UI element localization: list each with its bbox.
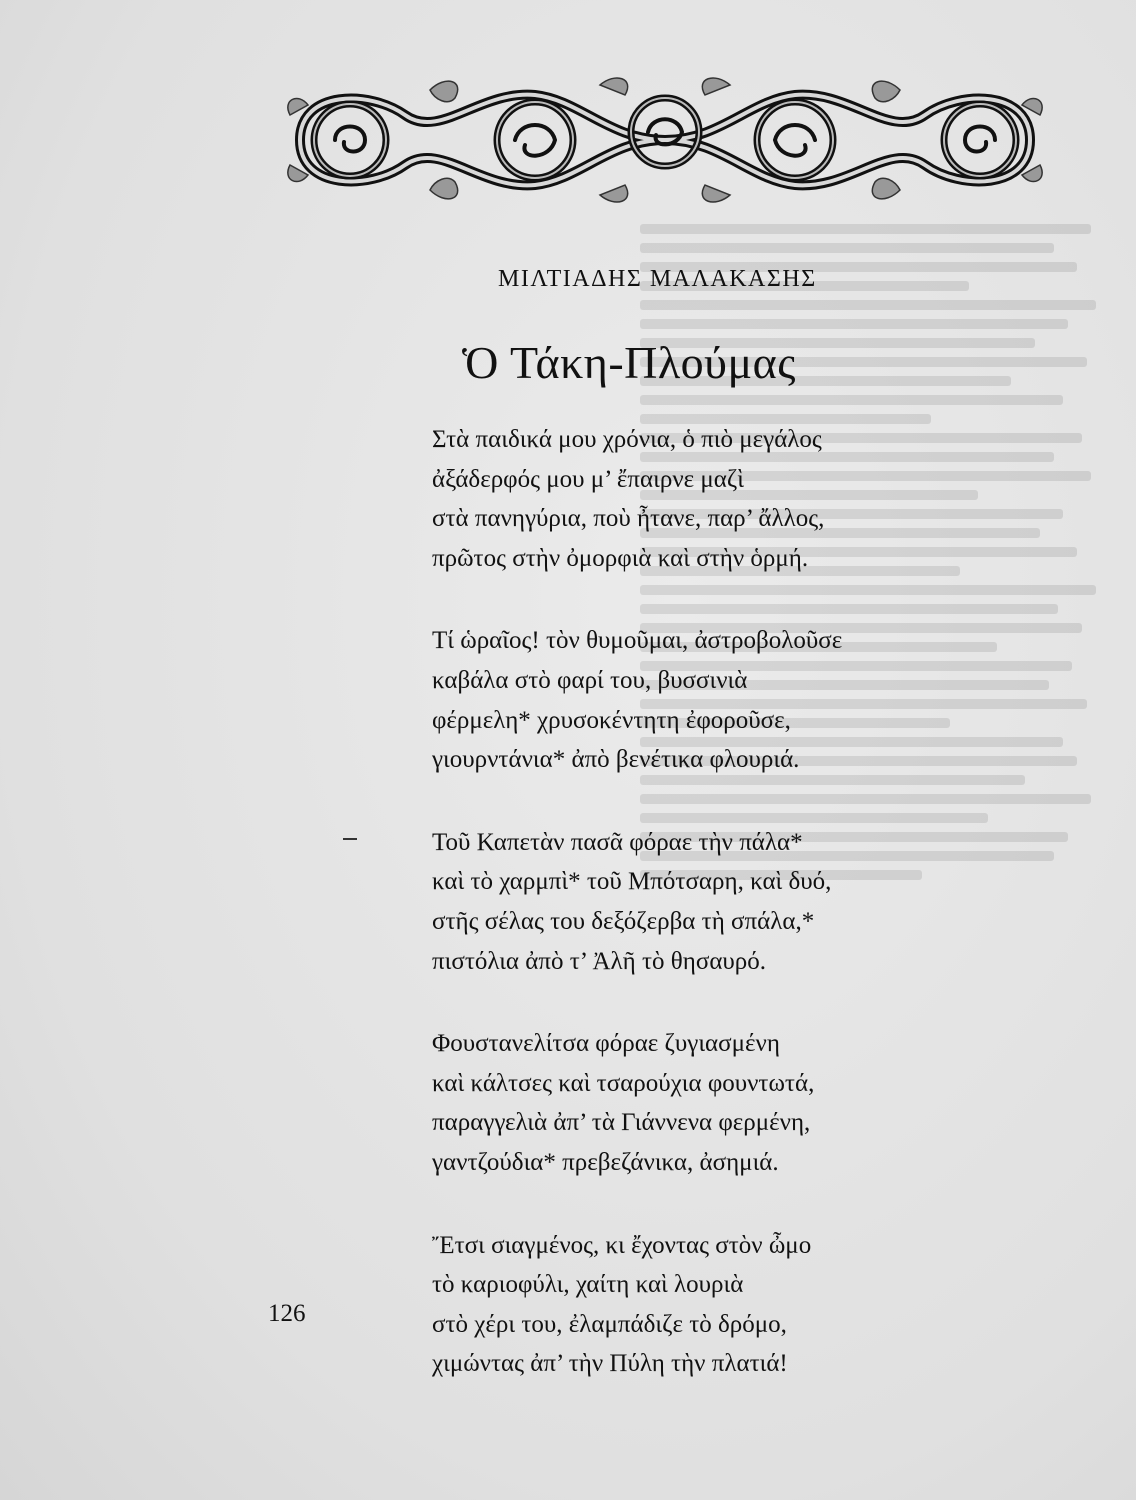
stanza [432,621,1052,779]
margin-mark [343,838,357,840]
poem-line: καὶ τὸ χαρμπὶ* τοῦ Μπότσαρη, καὶ δυό, [432,868,832,896]
poem-line: τὸ καριοφύλι, χαίτη καὶ λουριὰ [432,1271,744,1299]
poem-line: γαντζούδια* πρεβεζάνικα, ἀσημιά. [432,1148,779,1176]
poem-line: Τοῦ Καπετὰν πασᾶ φόραε τὴν πάλα* [432,828,803,856]
poem-line: πρῶτος στὴν ὀμορφιὰ καὶ στὴν ὁρμή. [432,544,809,572]
poem-line: Ἔτσι σιαγμένος, κι ἔχοντας στὸν ὦμο [432,1231,812,1259]
poem-line: καβάλα στὸ φαρί του, βυσσινιὰ [432,666,748,694]
floral-scroll-ornament-icon [280,70,1050,210]
poem-line: καὶ κάλτσες καὶ τσαρούχια φουντωτά, [432,1069,815,1097]
poem-line: Φουστανελίτσα φόραε ζυγιασμένη [432,1030,780,1058]
stanza [432,1024,1052,1182]
poem-line: στὸ χέρι του, ἐλαμπάδιζε τὸ δρόμο, [432,1310,787,1338]
author-name: ΜΙΛΤΙΑΔΗΣ ΜΑΛΑΚΑΣΗΣ [498,266,817,292]
poem-body [432,420,1052,1427]
poem-line: Τί ὡραῖος! τὸν θυμοῦμαι, ἀστροβολοῦσε [432,627,843,655]
poem-line: στῆς σέλας του δεξόζερβα τὴ σπάλα,* [432,907,815,935]
poem-line: παραγγελιὰ ἀπ’ τὰ Γιάννενα φερμένη, [432,1109,811,1137]
poem-title: Ὁ Τάκη-Πλούμας [462,337,796,388]
poem-line: στὰ πανηγύρια, ποὺ ἦτανε, παρ’ ἄλλος, [432,505,825,533]
page-number: 126 [268,1300,306,1327]
poem-line: πιστόλια ἀπὸ τ’ Ἀλῆ τὸ θησαυρό. [432,947,767,975]
stanza [432,1226,1052,1384]
poem-line: Στὰ παιδικά μου χρόνια, ὁ πιὸ μεγάλος [432,426,822,453]
poem-line: ἀξάδερφός μου μ’ ἔπαιρνε μαζὶ [432,465,744,493]
poem-line: γιουρντάνια* ἀπὸ βενέτικα φλουριά. [432,746,800,774]
stanza [432,823,1052,981]
poem-line: φέρμελη* χρυσοκέντητη ἐφοροῦσε, [432,706,791,734]
poem-line: χιμώντας ἀπ’ τὴν Πύλη τὴν πλατιά! [432,1350,788,1378]
stanza [432,420,1052,578]
